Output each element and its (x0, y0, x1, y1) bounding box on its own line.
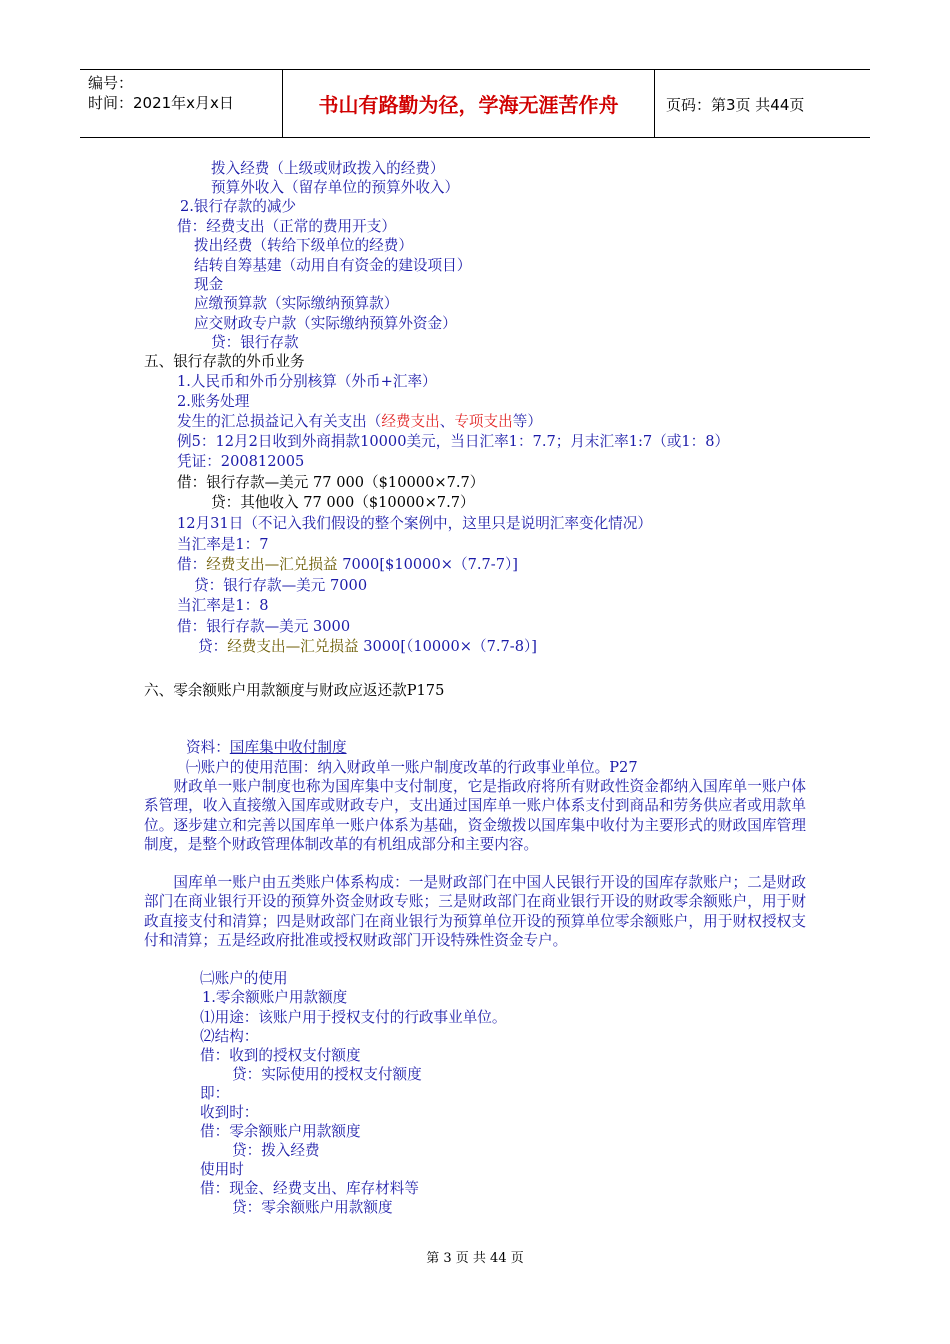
text-span: 等） (512, 413, 542, 430)
text-line: 贷：其他收入 77 000（$10000×7.7） (211, 494, 475, 511)
text-line: 贷：银行存款 (211, 334, 299, 351)
header-meta (80, 70, 283, 137)
text-line: ㈠账户的使用范围：纳入财政单一账户制度改革的行政事业单位。P27 (186, 759, 638, 776)
text-line: 借：银行存款—美元 3000 (177, 618, 351, 635)
section-heading: 五、银行存款的外币业务 (144, 353, 305, 370)
text-line: 应缴预算款（实际缴纳预算款） (194, 295, 399, 312)
text-span: 资料： (186, 739, 230, 756)
text-line: 贷：拨入经费 (232, 1142, 320, 1159)
text-line: 使用时 (200, 1161, 244, 1178)
text-line: 借：零余额账户用款额度 (200, 1123, 361, 1140)
text-span: 发生的汇总损益记入有关支出（ (177, 413, 382, 430)
text-line: 12月31日（不记入我们假设的整个案例中，这里只是说明汇率变化情况） (177, 515, 652, 532)
text-line: 2.账务处理 (177, 393, 250, 410)
text-line: 贷：银行存款—美元 7000 (194, 577, 368, 594)
text-line: 1.人民币和外币分别核算（外币+汇率） (177, 373, 437, 390)
text-line (177, 412, 542, 431)
text-line: 借：现金、经费支出、库存材料等 (200, 1180, 419, 1197)
text-line (198, 637, 537, 656)
text-line: 例5：12月2日收到外商捐款10000美元，当日汇率1：7.7；月末汇率1:7（或1：8） (177, 433, 730, 450)
text-line: 1.零余额账户用款额度 (202, 989, 348, 1006)
header-page-info: 页码：第3页 共44页 (666, 96, 805, 114)
text-span: 7000[$10000×（7.7-7）] (337, 556, 518, 573)
text-line: 2.银行存款的减少 (180, 198, 297, 215)
text-line (177, 555, 518, 574)
text-span: 、 (439, 413, 455, 430)
paragraph: 财政单一账户制度也称为国库集中支付制度，它是指政府将所有财政性资金都纳入国库单一账户体系管理，收入直接缴入国库或财政专户，支出通过国库单一账户体系支付到商品和劳务供应者或用款单位。逐步建立和完善以国库单一账户体系为基础，资金缴拨以国库集中收付为主要形式的财政国库管理制度，是整个财政管理体制改革的有机组成部分和主要内容。 (144, 778, 806, 854)
text-line: 当汇率是1：7 (177, 536, 269, 553)
text-line (186, 738, 347, 757)
text-line: 贷：实际使用的授权支付额度 (232, 1066, 422, 1083)
text-line: 当汇率是1：8 (177, 597, 269, 614)
text-line: ㈡账户的使用 (200, 970, 288, 987)
section-heading: 六、零余额账户用款额度与财政应返还款P175 (144, 682, 445, 699)
text-line: 应交财政专户款（实际缴纳预算外资金） (194, 315, 457, 332)
text-span: 贷： (198, 638, 228, 655)
text-line: ⑵结构： (200, 1028, 259, 1045)
text-line: ⑴用途：该账户用于授权支付的行政事业单位。 (200, 1009, 507, 1026)
text-line: 借：收到的授权支付额度 (200, 1047, 361, 1064)
highlight-span: 经费支出 (381, 413, 440, 430)
text-line: 即： (200, 1085, 230, 1102)
text-span: 3000[（10000×（7.7-8）] (358, 638, 537, 655)
text-line: 预算外收入（留存单位的预算外收入） (211, 179, 460, 196)
text-line: 结转自筹基建（动用自有资金的建设项目） (194, 257, 472, 274)
highlight-span: 经费支出—汇兑损益 (206, 556, 338, 573)
page-header (80, 69, 870, 138)
doc-number-label: 编号： (88, 74, 134, 92)
text-line: 收到时： (200, 1104, 259, 1121)
paragraph: 国库单一账户由五类账户体系构成：一是财政部门在中国人民银行开设的国库存款账户；二是财政部门在商业银行开设的预算外资金财政专账；三是财政部门在商业银行开设的财政零余额账户，用于财政直接支付和清算；四是财政部门在商业银行为预算单位开设的预算单位零余额账户，用于财权授权支付和清算；五是经政府批准或授权财政部门开设特殊性资金专户。 (144, 874, 806, 950)
page-footer: 第 3 页 共 44 页 (426, 1251, 524, 1266)
text-line: 借：经费支出（正常的费用开支） (177, 218, 396, 235)
text-line: 贷：零余额账户用款额度 (232, 1199, 393, 1216)
text-line: 拨出经费（转给下级单位的经费） (194, 237, 413, 254)
doc-time-label: 时间：2021年x月x日 (88, 94, 234, 112)
highlight-span: 经费支出—汇兑损益 (227, 638, 359, 655)
highlight-span: 专项支出 (454, 413, 513, 430)
text-line: 借：银行存款—美元 77 000（$10000×7.7） (177, 474, 485, 491)
header-motto: 书山有路勤为径，学海无涯苦作舟 (283, 70, 655, 137)
text-line: 现金 (194, 276, 224, 293)
reference-link[interactable]: 国库集中收付制度 (229, 739, 347, 756)
text-line: 拨入经费（上级或财政拨入的经费） (211, 160, 445, 177)
text-span: 借： (177, 556, 207, 573)
text-line: 凭证：200812005 (177, 453, 305, 470)
